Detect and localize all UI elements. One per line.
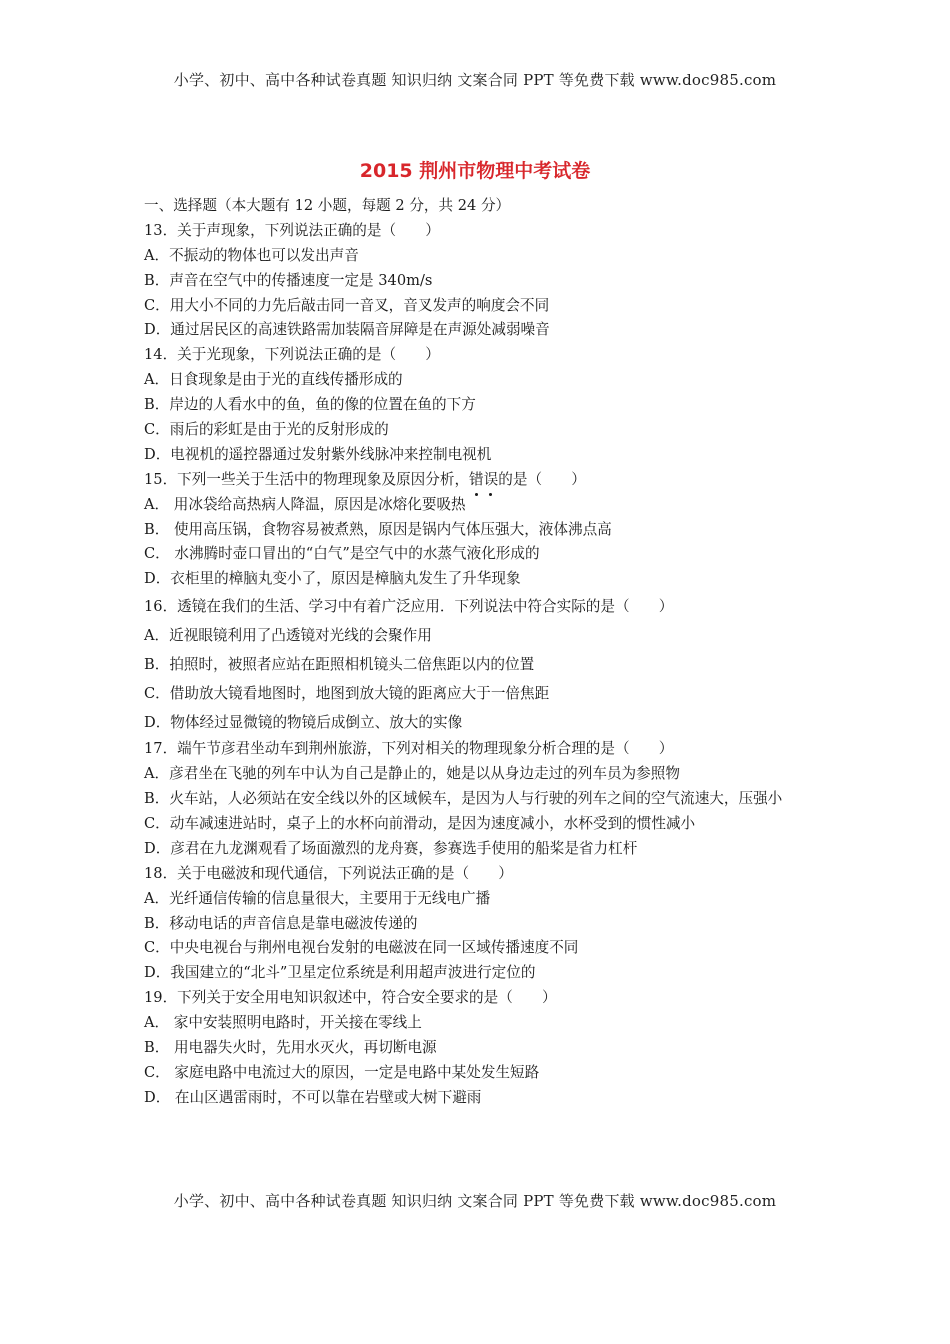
question-17-option-d: D．彦君在九龙渊观看了场面激烈的龙舟赛，参赛选手使用的船桨是省力杠杆 [144,839,638,857]
question-19-stem: 19．下列关于安全用电知识叙述中，符合安全要求的是（ ） [144,989,557,1007]
question-18-option-b: B．移动电话的声音信息是靠电磁波传递的 [144,914,418,932]
question-15-option-a: A． 用冰袋给高热病人降温，原因是冰熔化要吸热 [144,495,466,513]
question-15-stem [144,468,824,493]
question-14-option-a: A．日食现象是由于光的直线传播形成的 [144,371,403,389]
question-19-option-d: D． 在山区遇雷雨时，不可以靠在岩壁或大树下避雨 [144,1088,482,1106]
question-19-option-b: B． 用电器失火时，先用水灭火，再切断电源 [144,1038,437,1056]
question-14-stem: 14．关于光现象，下列说法正确的是（ ） [144,346,440,364]
question-16-stem: 16．透镜在我们的生活、学习中有着广泛应用．下列说法中符合实际的是（ ） [144,598,674,616]
question-14-option-d: D．电视机的遥控器通过发射紫外线脉冲来控制电视机 [144,445,492,463]
question-16-option-b: B．拍照时，被照者应站在距照相机镜头二倍焦距以内的位置 [144,656,535,674]
question-15-stem-after: 的是（ ） [498,470,586,488]
section-heading: 一、选择题（本大题有 12 小题，每题 2 分，共 24 分） [144,197,511,214]
question-16-option-d: D．物体经过显微镜的物镜后成倒立、放大的实像 [144,714,463,732]
emphasis-char-1: 错 [469,468,484,493]
question-17-stem: 17．端午节彦君坐动车到荆州旅游，下列对相关的物理现象分析合理的是（ ） [144,740,674,758]
emphasis-char-2: 误 [484,468,499,493]
question-16-option-a: A．近视眼镜利用了凸透镜对光线的会聚作用 [144,627,432,645]
question-17-option-c: C．动车减速进站时，桌子上的水杯向前滑动，是因为速度减小，水杯受到的惯性减小 [144,814,696,832]
question-19-option-c: C． 家庭电路中电流过大的原因，一定是电路中某处发生短路 [144,1063,540,1081]
page-header: 小学、初中、高中各种试卷真题 知识归纳 文案合同 PPT 等免费下载 www.doc985.com [173,71,777,89]
question-13-option-c: C．用大小不同的力先后敲击同一音叉，音叉发声的响度会不同 [144,296,550,314]
question-18-option-d: D．我国建立的“北斗”卫星定位系统是利用超声波进行定位的 [144,964,536,982]
question-13-option-d: D．通过居民区的高速铁路需加装隔音屏障是在声源处减弱噪音 [144,321,550,339]
exam-content [144,194,824,1111]
question-18-option-a: A．光纤通信传输的信息量很大，主要用于无线电广播 [144,889,491,907]
question-17-option-a: A．彦君坐在飞驰的列车中认为自己是静止的，她是以从身边走过的列车员为参照物 [144,765,680,783]
question-15-option-d: D．衣柜里的樟脑丸变小了，原因是樟脑丸发生了升华现象 [144,570,521,588]
question-17-option-b: B．火车站，人必须站在安全线以外的区域候车，是因为人与行驶的列车之间的空气流速大，压强小 [144,790,783,808]
question-13-stem: 13．关于声现象，下列说法正确的是（ ） [144,221,440,239]
question-13-option-a: A．不振动的物体也可以发出声音 [144,246,359,264]
question-15-stem-before: 15．下列一些关于生活中的物理现象及原因分析， [144,470,470,488]
question-18-stem: 18．关于电磁波和现代通信，下列说法正确的是（ ） [144,864,513,882]
question-14-option-c: C．雨后的彩虹是由于光的反射形成的 [144,421,389,439]
page-footer: 小学、初中、高中各种试卷真题 知识归纳 文案合同 PPT 等免费下载 www.doc985.com [173,1192,777,1210]
question-16-option-c: C．借助放大镜看地图时，地图到放大镜的距离应大于一倍焦距 [144,685,550,703]
question-15-option-b: B． 使用高压锅，食物容易被煮熟，原因是锅内气体压强大，液体沸点高 [144,520,612,538]
question-15-option-c: C． 水沸腾时壶口冒出的“白气”是空气中的水蒸气液化形成的 [144,545,540,563]
question-18-option-c: C．中央电视台与荆州电视台发射的电磁波在同一区域传播速度不同 [144,939,579,957]
question-19-option-a: A． 家中安装照明电路时，开关接在零线上 [144,1014,422,1032]
question-13-option-b: B．声音在空气中的传播速度一定是 340m/s [144,271,433,289]
page-title: 2015 荆州市物理中考试卷 [359,160,591,182]
question-14-option-b: B．岸边的人看水中的鱼，鱼的像的位置在鱼的下方 [144,396,476,414]
